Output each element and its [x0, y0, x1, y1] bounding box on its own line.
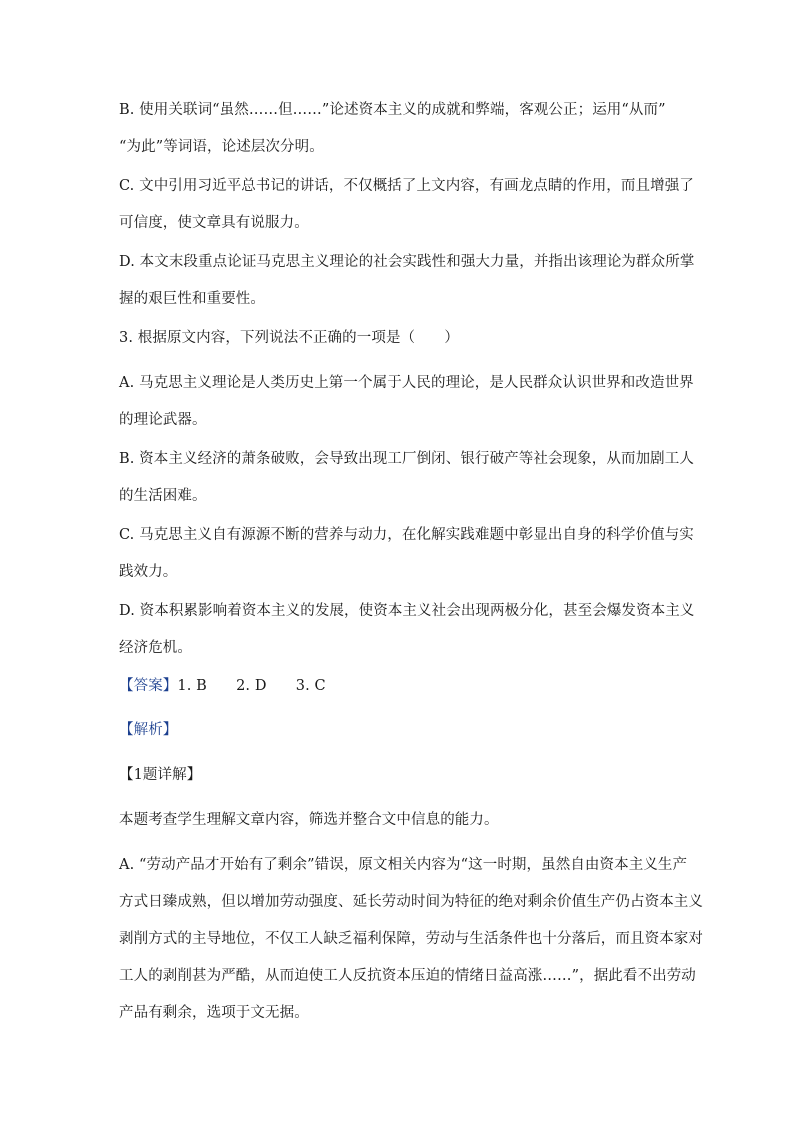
question-3 [119, 320, 679, 357]
q2-option-c [119, 168, 694, 242]
q3-option-c [119, 517, 694, 591]
text-line: 经济危机。 [119, 640, 192, 656]
answer-tag: 【答案】 [119, 678, 178, 694]
text-line: B. 资本主义经济的萧条破败，会导致出现工厂倒闭、银行破产等社会现象，从而加剧工人 [119, 451, 694, 467]
text-line: “为此”等词语，论述层次分明。 [119, 139, 324, 155]
q3-option-b [119, 441, 694, 515]
text-line: C. 马克思主义自有源源不断的营养与动力，在化解实践难题中彰显出自身的科学价值与实 [119, 527, 694, 543]
text-line: 的生活困难。 [119, 488, 207, 504]
detail-tag: 【1题详解】 [119, 767, 202, 783]
intro-text: 本题考查学生理解文章内容，筛选并整合文中信息的能力。 [119, 812, 499, 828]
text-line: 可信度，使文章具有说服力。 [119, 215, 309, 231]
text-line: 产品有剩余，选项于文无据。 [119, 1005, 309, 1021]
text-line: B. 使用关联词“虽然……但……”论述资本主义的成就和弊端，客观公正；运用“从而” [119, 102, 666, 118]
analysis-tag: 【解析】 [119, 722, 178, 738]
text-line: 方式日臻成熟，但以增加劳动强度、延长劳动时间为特征的绝对剩余价值生产仍占资本主义 [119, 894, 703, 910]
text-line: 践效力。 [119, 564, 178, 580]
q2-option-b [119, 92, 679, 166]
answer-row [119, 668, 679, 705]
text-line: 剥削方式的主导地位，不仅工人缺乏福利保障，劳动与生活条件也十分落后，而且资本家对 [119, 931, 703, 947]
text-line: 的理论武器。 [119, 412, 207, 428]
text-line: D. 资本积累影响着资本主义的发展，使资本主义社会出现两极分化，甚至会爆发资本主义 [119, 603, 695, 619]
detail-heading [119, 757, 679, 794]
answer-line [119, 668, 679, 705]
q3-option-a [119, 365, 694, 439]
text-line: A. 马克思主义理论是人类历史上第一个属于人民的理论，是人民群众认识世界和改造世界 [119, 375, 694, 391]
question-text: 3. 根据原文内容，下列说法不正确的一项是（ ） [119, 330, 459, 346]
text-line: 工人的剥削甚为严酷，从而迫使工人反抗资本压迫的情绪日益高涨……”，据此看不出劳动 [119, 968, 696, 984]
text-line: D. 本文末段重点论证马克思主义理论的社会实践性和强大力量，并指出该理论为群众所掌 [119, 254, 695, 270]
text-line: C. 文中引用习近平总书记的讲话，不仅概括了上文内容，有画龙点睛的作用，而且增强了 [119, 178, 694, 194]
answer-text: 1. B 2. D 3. C [177, 678, 326, 694]
intro-paragraph [119, 802, 679, 839]
text-line: A. “劳动产品才开始有了剩余”错误，原文相关内容为“这一时期，虽然自由资本主义生产 [119, 857, 688, 873]
analysis-heading [119, 712, 679, 749]
text-line: 握的艰巨性和重要性。 [119, 291, 265, 307]
q2-option-d [119, 244, 695, 318]
q3-option-d [119, 593, 695, 667]
explanation-paragraph [119, 847, 703, 1032]
